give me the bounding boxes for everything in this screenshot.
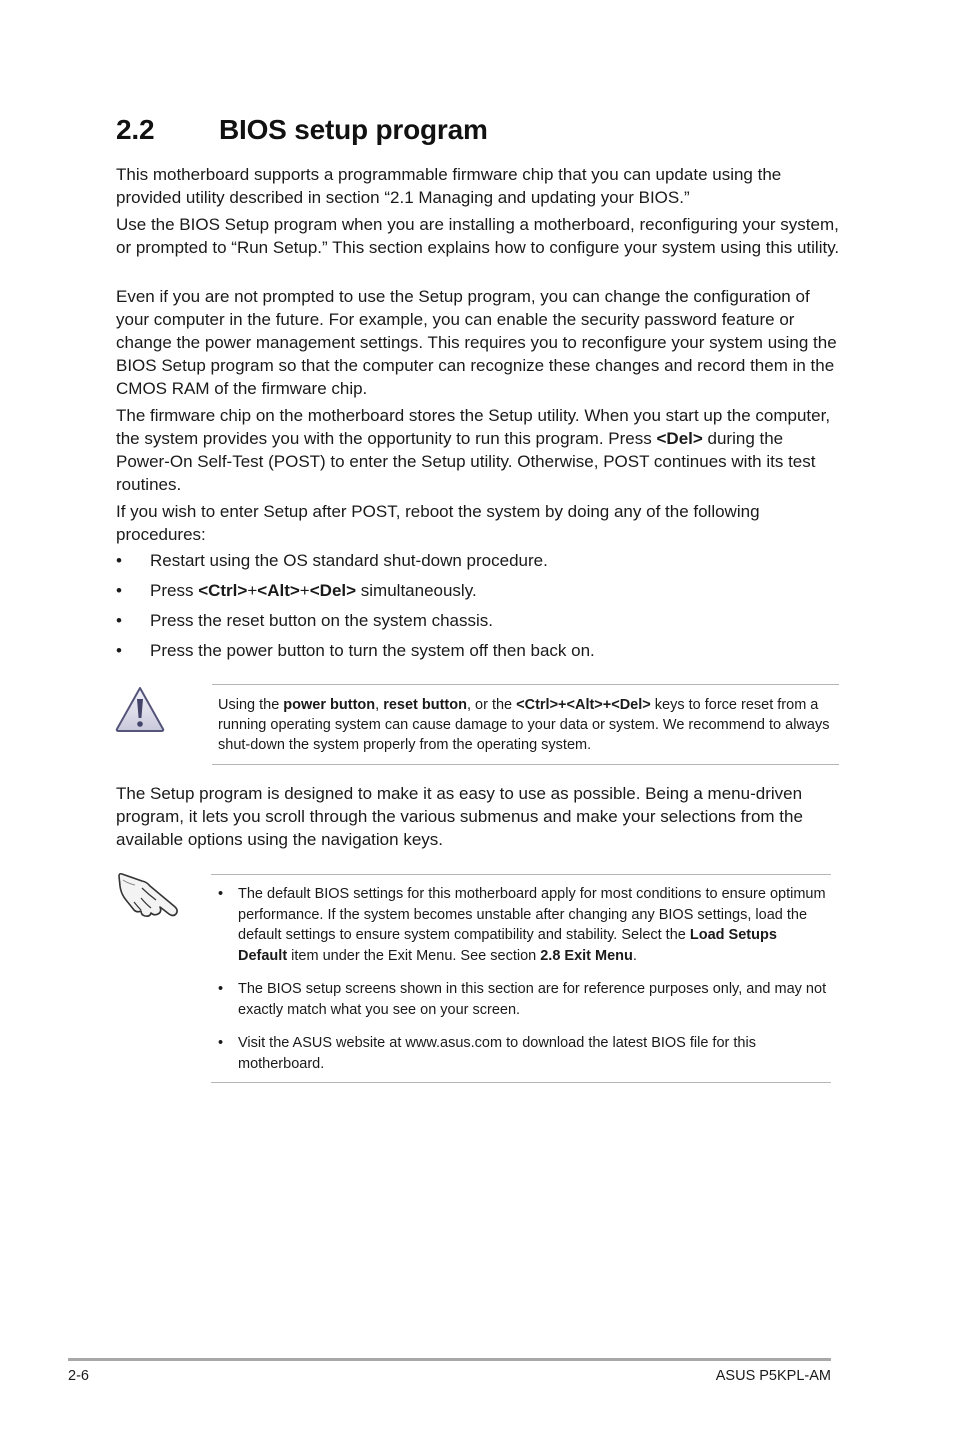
paragraph-reboot: If you wish to enter Setup after POST, reboot the system by doing any of the following procedures: [116,502,760,544]
alt-key: <Alt> [257,581,300,600]
bullet-marker: • [218,981,224,997]
pointing-hand-icon [116,870,182,920]
warning-text: Using the power button, reset button, or the <Ctrl>+<Alt>+<Del> keys to force reset from a running operating system can cause damage to your data or system. We recommend to always shut-down the system properly from the operating system. [218,697,830,753]
del-key: <Del> [656,429,703,448]
bullet-marker: • [116,581,122,600]
note-top-rule [211,874,831,875]
paragraph-navigation: The Setup program is designed to make it as easy to use as possible. Being a menu-driven program, it lets you scroll through the various submenus and make your selections from the available options using the navigation keys. [116,784,803,849]
paragraph-usage: Use the BIOS Setup program when you are installing a motherboard, reconfiguring your system, or prompted to “Run Setup.” This section explains how to configure your system using this utility. [116,215,840,257]
ctrl-key: <Ctrl> [198,581,248,600]
bullet-marker: • [218,1035,224,1051]
note-bottom-rule [211,1082,831,1083]
bullet-marker: • [116,611,122,630]
warning-top-rule [212,684,839,685]
paragraph-configuration: Even if you are not prompted to use the Setup program, you can change the configuration of your computer in the future. For example, you can enable the security password feature or change the power management settings. This requires you to reconfigure your system using the BIOS Setup program so that the computer can recognize these changes and record them in the CMOS RAM of the firmware chip. [116,287,837,398]
bullet-marker: • [116,551,122,570]
del-key: <Del> [309,581,357,600]
product-name: ASUS P5KPL-AM [715,1368,831,1384]
paragraph-firmware: The firmware chip on the motherboard stores the Setup utility. When you start up the computer, the system provides you with the opportunity to run this program. Press <Del> during the Power-On Self-Test (POST) to enter the Setup utility. Otherwise, POST continues with its test routines. [116,406,831,494]
section-heading [116,114,488,146]
section-title: BIOS setup program [219,114,488,145]
footer-rule [68,1358,831,1361]
warning-triangle-icon [114,685,166,733]
warning-bottom-rule [212,764,839,765]
section-number: 2.2 [116,114,155,145]
bullet-marker: • [116,641,122,660]
paragraph-intro: This motherboard supports a programmable firmware chip that you can update using the provided utility described in section “2.1 Managing and updating your BIOS.” [116,165,782,207]
page-number: 2-6 [68,1368,89,1384]
bullet-marker: • [218,886,224,902]
